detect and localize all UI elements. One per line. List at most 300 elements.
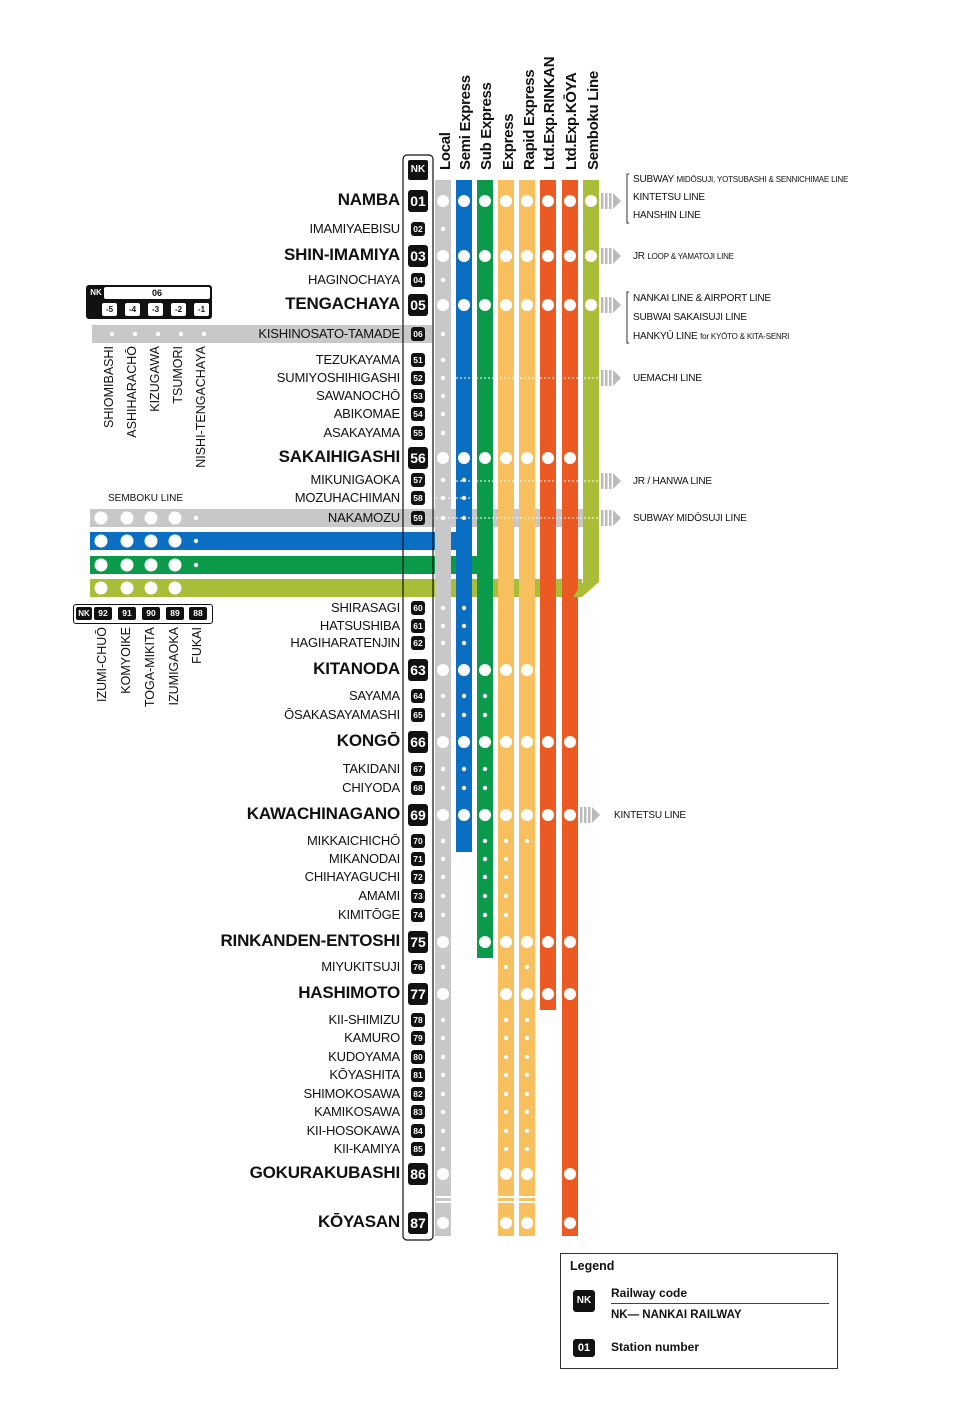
- semboku-station-name: FUKAI: [190, 627, 204, 664]
- stop-local-55: [441, 431, 445, 435]
- station-name: HATSUSHIBA: [319, 618, 400, 633]
- station-number: 03: [408, 245, 428, 267]
- stop-sub-68: [483, 786, 487, 790]
- stop-rinkan-03: [542, 250, 554, 262]
- stop-koya-56: [564, 452, 576, 464]
- legend-title: Legend: [570, 1259, 615, 1273]
- station-name: ASAKAYAMA: [323, 425, 400, 440]
- semboku-station-code: 90: [142, 607, 160, 620]
- connection-namba-kintetsu: KINTETSU LINE: [633, 192, 705, 203]
- header-express: Express: [500, 113, 517, 170]
- hankai-code-header: 06: [104, 287, 210, 299]
- hankai-station-code: -3: [148, 303, 163, 316]
- stop-local-63: [437, 664, 449, 676]
- arrow-bar-5-0: [601, 510, 604, 526]
- stop-express-74: [504, 913, 508, 917]
- stop-local-02: [441, 227, 445, 231]
- semboku-stop-3-1: [121, 582, 134, 595]
- stop-local-82: [441, 1092, 445, 1096]
- semboku-stop-3-0: [95, 582, 108, 595]
- header-local: Local: [437, 132, 454, 170]
- arrow-bar-5-1: [605, 510, 608, 526]
- station-number: 64: [411, 689, 425, 703]
- semboku-station-code: 92: [94, 607, 112, 620]
- break-mark-b-1: [497, 1201, 515, 1203]
- legend: [560, 1253, 838, 1369]
- station-name: SAWANOCHŌ: [316, 388, 400, 403]
- stop-sub-69: [479, 809, 491, 821]
- stop-semboku-05: [585, 299, 597, 311]
- arrow-bar-1-0: [601, 248, 604, 264]
- rapid-express-line: [519, 180, 535, 1236]
- stop-rinkan-01: [542, 195, 554, 207]
- station-number: 62: [411, 636, 425, 650]
- stop-sub-72: [483, 875, 487, 879]
- stop-sub-03: [479, 250, 491, 262]
- stop-local-84: [441, 1129, 445, 1133]
- station-number: 54: [411, 407, 425, 421]
- semboku-stop-0-2: [145, 512, 158, 525]
- stop-local-56: [437, 452, 449, 464]
- stop-local-06: [441, 332, 445, 336]
- break-mark-b-2: [519, 1201, 537, 1203]
- stop-local-74: [441, 913, 445, 917]
- station-number: 86: [408, 1163, 428, 1185]
- stop-express-83: [504, 1110, 508, 1114]
- station-name: HAGIHARATENJIN: [290, 635, 400, 650]
- arrow-bar-4-0: [601, 473, 604, 489]
- ltd-exp-koya-line: [562, 180, 578, 1236]
- break-mark-a-1: [497, 1196, 515, 1198]
- stop-sub-75: [479, 936, 491, 948]
- station-number: 76: [411, 960, 425, 974]
- stop-semi-60: [462, 606, 466, 610]
- station-name: TEZUKAYAMA: [315, 352, 400, 367]
- station-name: KIMITŌGE: [338, 907, 400, 922]
- stop-local-01: [437, 195, 449, 207]
- stop-local-72: [441, 875, 445, 879]
- station-name: CHIHAYAGUCHI: [304, 869, 400, 884]
- station-name: SHIRASAGI: [331, 600, 400, 615]
- stop-express-72: [504, 875, 508, 879]
- station-name: SHIMOKOSAWA: [303, 1086, 400, 1101]
- station-name: KISHINOSATO-TAMADE: [258, 326, 400, 341]
- legend-railway-code-desc: NK— NANKAI RAILWAY: [611, 1309, 742, 1321]
- stop-express-05: [500, 299, 512, 311]
- stop-local-79: [441, 1036, 445, 1040]
- station-number: 57: [411, 473, 425, 487]
- stop-express-77: [500, 988, 512, 1000]
- stop-rapid-03: [521, 250, 533, 262]
- station-name: MIKUNIGAOKA: [310, 472, 400, 487]
- station-number: 65: [411, 708, 425, 722]
- stop-local-70: [441, 839, 445, 843]
- arrow-head-2: [613, 297, 621, 313]
- semboku-station-name: TOGA-MIKITA: [143, 627, 157, 708]
- stop-rapid-76: [525, 965, 529, 969]
- hankai-stop-3: [179, 332, 183, 336]
- stop-express-86: [500, 1168, 512, 1180]
- station-number: 83: [411, 1105, 425, 1119]
- hankai-stop-0: [110, 332, 114, 336]
- stop-rapid-70: [525, 839, 529, 843]
- arrow-bar-2-1: [605, 297, 608, 313]
- station-name: NAKAMOZU: [327, 510, 400, 525]
- stop-sub-64: [483, 694, 487, 698]
- stop-rinkan-05: [542, 299, 554, 311]
- arrow-head-6: [592, 807, 600, 823]
- arrow-bar-4-2: [609, 473, 612, 489]
- station-number: 79: [411, 1031, 425, 1045]
- stop-local-61: [441, 624, 445, 628]
- station-number: 84: [411, 1124, 425, 1138]
- arrow-bar-2-0: [601, 297, 604, 313]
- stop-sub-63: [479, 664, 491, 676]
- break-mark-a-0: [436, 1196, 454, 1198]
- stop-express-79: [504, 1036, 508, 1040]
- stop-rapid-56: [521, 452, 533, 464]
- stop-local-57: [441, 478, 445, 482]
- stop-semi-57: [462, 478, 466, 482]
- sub-join: [477, 520, 493, 574]
- stop-local-87: [437, 1217, 449, 1229]
- arrow-bar-6-1: [584, 807, 587, 823]
- semboku-stop-1-0: [95, 535, 108, 548]
- stop-sub-73: [483, 894, 487, 898]
- hankai-station-name: KIZUGAWA: [148, 346, 162, 412]
- semboku-stop-3-3: [169, 582, 182, 595]
- stop-local-53: [441, 394, 445, 398]
- stop-rapid-83: [525, 1110, 529, 1114]
- connection-shinimamiya-jr: JR LOOP & YAMATOJI LINE: [633, 251, 734, 262]
- stop-koya-75: [564, 936, 576, 948]
- station-name: KII-HOSOKAWA: [306, 1123, 400, 1138]
- station-name: KAMIKOSAWA: [314, 1104, 400, 1119]
- stop-local-60: [441, 606, 445, 610]
- arrow-bar-1-1: [605, 248, 608, 264]
- stop-rinkan-56: [542, 452, 554, 464]
- semboku-line-label: SEMBOKU LINE: [108, 493, 184, 504]
- stop-rapid-69: [521, 809, 533, 821]
- stop-express-76: [504, 965, 508, 969]
- station-number: 01: [408, 190, 428, 212]
- station-number: 51: [411, 353, 425, 367]
- stop-rinkan-77: [542, 988, 554, 1000]
- header-rapid-express: Rapid Express: [521, 69, 538, 170]
- stop-local-78: [441, 1018, 445, 1022]
- connection-namba-hanshin: HANSHIN LINE: [633, 210, 701, 221]
- station-name: SHIN-IMAMIYA: [284, 245, 400, 264]
- stop-rapid-63: [521, 664, 533, 676]
- semboku-fukai-stop-0: [194, 516, 198, 520]
- station-number: 58: [411, 491, 425, 505]
- station-number: 77: [408, 983, 428, 1005]
- hankai-railway-code: NK: [88, 287, 104, 299]
- station-number: 73: [411, 889, 425, 903]
- semboku-station-code: 91: [118, 607, 136, 620]
- stop-local-03: [437, 250, 449, 262]
- semboku-stop-3-2: [145, 582, 158, 595]
- stop-express-85: [504, 1147, 508, 1151]
- stop-sub-71: [483, 857, 487, 861]
- station-number: 82: [411, 1087, 425, 1101]
- semboku-stop-0-0: [95, 512, 108, 525]
- semboku-stop-0-1: [121, 512, 134, 525]
- break-mark-a-2: [519, 1196, 537, 1198]
- stop-semi-61: [462, 624, 466, 628]
- legend-code-sample: NK: [573, 1290, 595, 1312]
- station-number: 55: [411, 426, 425, 440]
- semboku-stop-0-3: [169, 512, 182, 525]
- stop-local-81: [441, 1073, 445, 1077]
- arrow-head-1: [613, 248, 621, 264]
- stop-express-81: [504, 1073, 508, 1077]
- semboku-station-name: IZUMI-CHUŌ: [95, 627, 109, 702]
- stop-semi-56: [458, 452, 470, 464]
- stop-rapid-87: [521, 1217, 533, 1229]
- semboku-fukai-stop-2: [194, 563, 198, 567]
- express-line: [498, 180, 514, 1236]
- stop-local-04: [441, 278, 445, 282]
- hankai-station-code: -1: [194, 303, 209, 316]
- connection-namba-subway: SUBWAY MIDŌSUJI, YOTSUBASHI & SENNICHIMAE LINE: [633, 174, 849, 185]
- station-number: 67: [411, 762, 425, 776]
- station-name: GOKURAKUBASHI: [249, 1163, 400, 1182]
- station-name: MIKANODAI: [328, 851, 400, 866]
- arrow-head-4: [613, 473, 621, 489]
- hankai-station-code: -2: [171, 303, 186, 316]
- stop-local-69: [437, 809, 449, 821]
- stop-sub-74: [483, 913, 487, 917]
- stop-rapid-66: [521, 736, 533, 748]
- stop-rinkan-75: [542, 936, 554, 948]
- stop-express-73: [504, 894, 508, 898]
- stop-local-77: [437, 988, 449, 1000]
- stop-express-71: [504, 857, 508, 861]
- stop-express-66: [500, 736, 512, 748]
- station-name: KII-KAMIYA: [333, 1141, 400, 1156]
- connection-mikunigaoka-jr: JR / HANWA LINE: [633, 476, 712, 487]
- station-name: ABIKOMAE: [333, 406, 400, 421]
- hankai-stop-1: [133, 332, 137, 336]
- arrow-bar-6-0: [580, 807, 583, 823]
- stop-semboku-03: [585, 250, 597, 262]
- arrow-bar-3-2: [609, 370, 612, 386]
- station-number: 06: [411, 327, 425, 341]
- stop-semi-05: [458, 299, 470, 311]
- arrow-bar-0-2: [609, 193, 612, 209]
- header-sub-express: Sub Express: [478, 82, 495, 170]
- arrow-bar-3-1: [605, 370, 608, 386]
- stop-rapid-05: [521, 299, 533, 311]
- stop-local-83: [441, 1110, 445, 1114]
- stop-rinkan-69: [542, 809, 554, 821]
- stop-local-71: [441, 857, 445, 861]
- connection-tezukayama-uemachi: UEMACHI LINE: [633, 373, 702, 384]
- stop-rapid-86: [521, 1168, 533, 1180]
- station-name: MOZUHACHIMAN: [294, 490, 400, 505]
- station-name: MIKKAICHICHŌ: [307, 833, 400, 848]
- stop-koya-86: [564, 1168, 576, 1180]
- station-name: SAKAIHIGASHI: [278, 447, 400, 466]
- stop-sub-66: [479, 736, 491, 748]
- header-semi-express: Semi Express: [457, 75, 474, 170]
- station-number: 52: [411, 371, 425, 385]
- station-number: 72: [411, 870, 425, 884]
- stop-koya-01: [564, 195, 576, 207]
- station-name: KŌYASHITA: [329, 1067, 400, 1082]
- hankai-station-name: SHIOMIBASHI: [102, 346, 116, 428]
- stop-koya-69: [564, 809, 576, 821]
- station-name: KAWACHINAGANO: [246, 804, 400, 823]
- stop-express-80: [504, 1055, 508, 1059]
- station-number: 75: [408, 931, 428, 953]
- stop-local-86: [437, 1168, 449, 1180]
- stop-rinkan-66: [542, 736, 554, 748]
- arrow-bar-2-2: [609, 297, 612, 313]
- station-name: AMAMI: [358, 888, 400, 903]
- station-number: 56: [408, 447, 428, 469]
- stop-local-73: [441, 894, 445, 898]
- stop-local-85: [441, 1147, 445, 1151]
- stop-express-56: [500, 452, 512, 464]
- semi-join: [456, 520, 472, 550]
- stop-local-05: [437, 299, 449, 311]
- header-semboku-line: Semboku Line: [585, 71, 602, 170]
- stop-sub-67: [483, 767, 487, 771]
- connection-nakamozu-subway: SUBWAY MIDŌSUJI LINE: [633, 513, 747, 524]
- station-number: 81: [411, 1068, 425, 1082]
- arrow-bar-0-0: [601, 193, 604, 209]
- stop-rapid-82: [525, 1092, 529, 1096]
- connection-kawachinagano-kintetsu: KINTETSU LINE: [614, 810, 686, 821]
- stop-rapid-75: [521, 936, 533, 948]
- hankai-stop-4: [202, 332, 206, 336]
- stop-sub-01: [479, 195, 491, 207]
- station-name: TENGACHAYA: [285, 294, 400, 313]
- stop-rapid-80: [525, 1055, 529, 1059]
- stop-rapid-81: [525, 1073, 529, 1077]
- arrow-bar-3-0: [601, 370, 604, 386]
- station-name: SUMIYOSHIHIGASHI: [276, 370, 400, 385]
- stop-local-75: [437, 936, 449, 948]
- station-name: HAGINOCHAYA: [308, 272, 400, 287]
- stop-semi-03: [458, 250, 470, 262]
- stop-local-68: [441, 786, 445, 790]
- stop-rapid-78: [525, 1018, 529, 1022]
- arrow-head-0: [613, 193, 621, 209]
- semboku-stop-1-2: [145, 535, 158, 548]
- hankai-stop-2: [156, 332, 160, 336]
- arrow-head-3: [613, 370, 621, 386]
- hankai-station-code: -4: [125, 303, 140, 316]
- stop-express-78: [504, 1018, 508, 1022]
- stop-sub-05: [479, 299, 491, 311]
- semboku-railway-code: NK: [76, 607, 92, 620]
- arrow-bar-4-1: [605, 473, 608, 489]
- station-name: KUDOYAMA: [328, 1049, 400, 1064]
- station-name: MIYUKITSUJI: [321, 959, 400, 974]
- station-number: 69: [408, 804, 428, 826]
- station-number: 66: [408, 731, 428, 753]
- legend-number-sample: 01: [573, 1339, 595, 1357]
- station-name: KŌYASAN: [317, 1212, 400, 1231]
- stop-express-01: [500, 195, 512, 207]
- legend-divider: [611, 1303, 829, 1304]
- hankai-station-code: -5: [102, 303, 117, 316]
- arrow-head-5: [613, 510, 621, 526]
- station-number: 04: [411, 273, 425, 287]
- stop-sub-56: [479, 452, 491, 464]
- station-name: NAMBA: [337, 190, 400, 209]
- stop-semi-64: [462, 694, 466, 698]
- stop-local-80: [441, 1055, 445, 1059]
- semboku-stop-2-2: [145, 559, 158, 572]
- stop-rapid-01: [521, 195, 533, 207]
- station-name: HASHIMOTO: [298, 983, 400, 1002]
- station-number: 61: [411, 619, 425, 633]
- station-name: CHIYODA: [342, 780, 400, 795]
- stop-local-51: [441, 358, 445, 362]
- hankai-station-name: TSUMORI: [171, 346, 185, 404]
- stop-koya-77: [564, 988, 576, 1000]
- station-number: 80: [411, 1050, 425, 1064]
- stop-koya-05: [564, 299, 576, 311]
- stop-express-84: [504, 1129, 508, 1133]
- station-number: 85: [411, 1142, 425, 1156]
- stop-koya-66: [564, 736, 576, 748]
- semboku-station-name: KOMYOIKE: [119, 627, 133, 694]
- stop-express-75: [500, 936, 512, 948]
- stop-local-65: [441, 713, 445, 717]
- station-name: SAYAMA: [348, 688, 400, 703]
- legend-railway-code-label: Railway code: [611, 1286, 688, 1300]
- stop-semi-69: [458, 809, 470, 821]
- station-number: 87: [408, 1212, 428, 1234]
- stop-rapid-84: [525, 1129, 529, 1133]
- header-ltd-exp-koya: Ltd.Exp.KŌYA: [563, 72, 580, 170]
- stop-local-67: [441, 767, 445, 771]
- stop-express-69: [500, 809, 512, 821]
- stop-express-87: [500, 1217, 512, 1229]
- stop-semi-63: [458, 664, 470, 676]
- hankai-station-name: NISHI-TENGACHAYA: [194, 346, 208, 468]
- stop-semi-01: [458, 195, 470, 207]
- station-name: TAKIDANI: [342, 761, 400, 776]
- semboku-station-code: 89: [166, 607, 184, 620]
- stop-koya-87: [564, 1217, 576, 1229]
- stop-rapid-79: [525, 1036, 529, 1040]
- semboku-stop-1-3: [169, 535, 182, 548]
- semboku-stop-2-3: [169, 559, 182, 572]
- stop-local-66: [437, 736, 449, 748]
- stop-semboku-01: [585, 195, 597, 207]
- station-number: 02: [411, 222, 425, 236]
- stop-local-52: [441, 376, 445, 380]
- local-line: [435, 180, 451, 1236]
- stop-sub-65: [483, 713, 487, 717]
- semboku-fukai-stop-1: [194, 539, 198, 543]
- station-name: ŌSAKASAYAMASHI: [284, 707, 400, 722]
- station-number: 78: [411, 1013, 425, 1027]
- stop-semi-62: [462, 641, 466, 645]
- namba-bracket: [627, 174, 629, 223]
- railway-code-badge: NK: [408, 160, 428, 180]
- semboku-station-name: IZUMIGAOKA: [167, 627, 181, 706]
- stop-semi-66: [458, 736, 470, 748]
- station-name: KITANODA: [313, 659, 400, 678]
- arrow-bar-1-2: [609, 248, 612, 264]
